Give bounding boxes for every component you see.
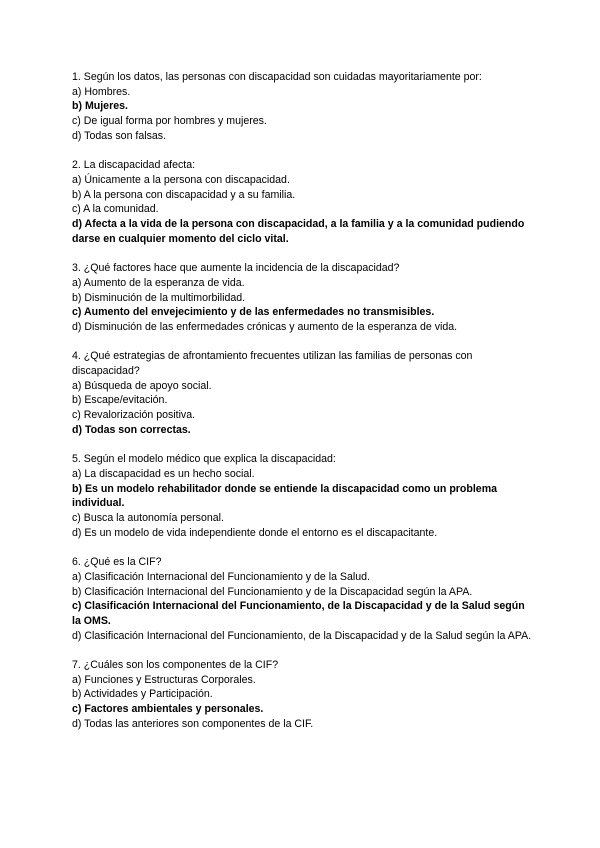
answer-option: a) Funciones y Estructuras Corporales. [72,673,256,686]
answer-option: b) Clasificación Internacional del Funcionamiento y de la Discapacidad según la APA. [72,585,473,598]
answer-option: d) Todas las anteriores son componentes de la CIF. [72,717,314,730]
answer-option: a) Hombres. [72,85,131,98]
question-text: 1. Según los datos, las personas con discapacidad son cuidadas mayoritariamente por: [72,71,482,83]
question-text: 3. ¿Qué factores hace que aumente la incidencia de la discapacidad? [72,262,400,275]
question-block-6 [72,555,532,643]
question-text: 5. Según el modelo médico que explica la discapacidad: [72,453,336,466]
question-block-2 [72,158,532,246]
answer-option: a) Clasificación Internacional del Funcionamiento y de la Salud. [72,570,370,583]
question-block-4 [72,349,532,437]
question-block-5 [72,452,532,540]
answer-option: a) Aumento de la esperanza de vida. [72,276,245,289]
answer-option: d) Es un modelo de vida independiente donde el entorno es el discapacitante. [72,526,438,539]
correct-answer-option: d) Todas son correctas. [72,423,191,436]
question-block-7 [72,658,532,732]
question-text: 4. ¿Qué estrategias de afrontamiento frecuentes utilizan las familias de personas con discapacidad? [72,350,473,378]
answer-option: c) De igual forma por hombres y mujeres. [72,115,267,128]
answer-option: b) Actividades y Participación. [72,688,213,701]
correct-answer-option: c) Clasificación Internacional del Funcionamiento, de la Discapacidad y de la Salud según la OMS. [72,600,525,627]
answer-option: c) A la comunidad. [72,203,159,216]
question-block-3 [72,261,532,335]
answer-option: b) Escape/evitación. [72,394,168,407]
answer-option: c) Revalorización positiva. [72,409,196,422]
answer-option: a) Búsqueda de apoyo social. [72,379,212,392]
quiz-content [72,70,532,746]
correct-answer-option: c) Aumento del envejecimiento y de las enfermedades no transmisibles. [72,306,435,319]
question-block-1 [72,70,532,144]
correct-answer-option: b) Es un modelo rehabilitador donde se entiende la discapacidad como un problema individual. [72,482,498,510]
correct-answer-option: b) Mujeres. [72,100,128,113]
answer-option: b) Disminución de la multimorbilidad. [72,291,246,304]
answer-option: c) Busca la autonomía personal. [72,512,224,525]
correct-answer-option: d) Afecta a la vida de la persona con discapacidad, a la familia y a la comunidad pudiendo darse en cualquier momento del ciclo vital. [72,218,525,245]
correct-answer-option: c) Factores ambientales y personales. [72,703,264,716]
answer-option: b) A la persona con discapacidad y a su familia. [72,188,296,201]
answer-option: d) Clasificación Internacional del Funcionamiento, de la Discapacidad y de la Salud según la APA. [72,629,532,642]
answer-option: a) Únicamente a la persona con discapacidad. [72,173,290,186]
question-text: 2. La discapacidad afecta: [72,159,196,172]
question-text: 6. ¿Qué es la CIF? [72,556,162,569]
answer-option: d) Todas son falsas. [72,129,167,142]
answer-option: d) Disminución de las enfermedades crónicas y aumento de la esperanza de vida. [72,320,458,333]
answer-option: a) La discapacidad es un hecho social. [72,467,255,480]
question-text: 7. ¿Cuáles son los componentes de la CIF? [72,659,279,672]
